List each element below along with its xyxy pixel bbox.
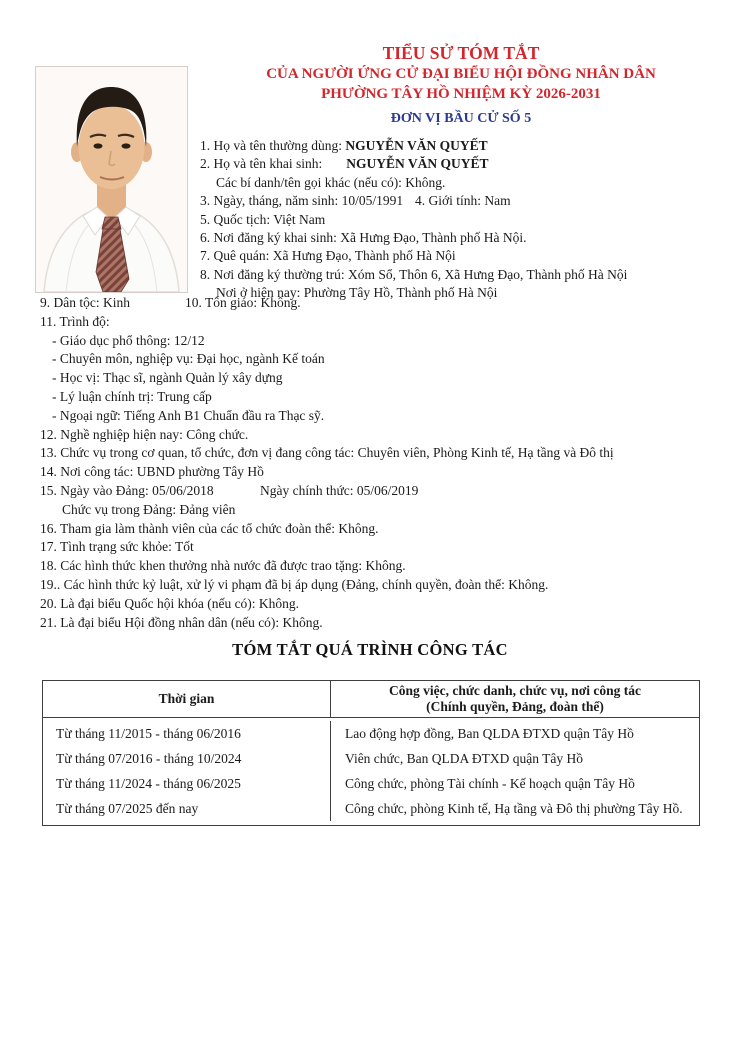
- bio-item-8-current: Nơi ở hiện nay: Phường Tây Hồ, Thành phố Hà Nội: [216, 285, 498, 301]
- bio-item-8: 8. Nơi đăng ký thường trú: Xóm Sổ, Thôn 6, Xã Hưng Đạo, Thành phố Hà Nội: [200, 266, 628, 282]
- cell-time: Từ tháng 07/2025 đến nay: [43, 796, 331, 821]
- bio-item-4: 4. Giới tính: Nam: [415, 193, 511, 209]
- cell-job: Lao động hợp đồng, Ban QLDA ĐTXD quận Tây Hồ: [345, 726, 634, 741]
- bio-item-11-politics: - Lý luận chính trị: Trung cấp: [52, 388, 212, 404]
- table-header-row: [43, 681, 699, 718]
- bio-item-1: 1. Họ và tên thường dùng: NGUYỄN VĂN QUYẾT: [200, 138, 488, 153]
- bio-item-3: 3. Ngày, tháng, năm sinh: 10/05/1991: [200, 193, 404, 209]
- bio-item-18: 18. Các hình thức khen thưởng nhà nước đã được trao tặng: Không.: [40, 558, 406, 574]
- cell-job: Công chức, phòng Kinh tế, Hạ tầng và Đô thị phường Tây Hồ.: [345, 801, 683, 816]
- bio-item-11-degree: - Học vị: Thạc sĩ, ngành Quản lý xây dựng: [52, 370, 283, 386]
- table-row: [43, 771, 699, 796]
- party-official-date: Ngày chính thức: 05/06/2019: [260, 482, 419, 498]
- bio-item-19: 19.. Các hình thức kỷ luật, xử lý vi phạm đã bị áp dụng (Đảng, chính quyền, đoàn thể: Không.: [40, 576, 549, 592]
- page-subtitle-1: CỦA NGƯỜI ỨNG CỬ ĐẠI BIỂU HỘI ĐỒNG NHÂN DÂN: [266, 66, 656, 82]
- bio-item-7: 7. Quê quán: Xã Hưng Đạo, Thành phố Hà Nội: [200, 248, 456, 264]
- bio-item-2-alias: Các bí danh/tên gọi khác (nếu có): Không.: [216, 174, 446, 190]
- birth-name: NGUYỄN VĂN QUYẾT: [346, 156, 489, 172]
- bio-item-12: 12. Nghề nghiệp hiện nay: Công chức.: [40, 426, 249, 442]
- table-body: [43, 718, 699, 825]
- table-row: [43, 746, 699, 771]
- cell-time: Từ tháng 11/2015 - tháng 06/2016: [43, 721, 331, 746]
- bio-item-17: 17. Tình trạng sức khỏe: Tốt: [40, 539, 194, 555]
- bio-item-16: 16. Tham gia làm thành viên của các tổ chức đoàn thể: Không.: [40, 520, 379, 536]
- cell-job: Viên chức, Ban QLDA ĐTXD quận Tây Hồ: [345, 751, 583, 766]
- page-title: TIỂU SỬ TÓM TẮT: [382, 43, 540, 63]
- document-header: [185, 42, 737, 128]
- bio-item-6: 6. Nơi đăng ký khai sinh: Xã Hưng Đạo, Thành phố Hà Nội.: [200, 230, 527, 246]
- page-subtitle-2: PHƯỜNG TÂY HỒ NHIỆM KỲ 2026-2031: [321, 86, 601, 102]
- work-history-table: [42, 680, 700, 826]
- election-unit-label: ĐƠN VỊ BẦU CỬ SỐ 5: [390, 111, 532, 126]
- bio-list-left: [40, 294, 730, 632]
- bio-item-13: 13. Chức vụ trong cơ quan, tổ chức, đơn vị đang công tác: Chuyên viên, Phòng Kinh tế, Hạ tầng và Đô thị: [40, 445, 614, 461]
- cell-job: Công chức, phòng Tài chính - Kế hoạch quận Tây Hồ: [345, 776, 635, 791]
- bio-item-11: 11. Trình độ:: [40, 313, 110, 329]
- portrait-illustration: [36, 67, 187, 292]
- bio-item-11-education: - Giáo dục phổ thông: 12/12: [52, 332, 205, 348]
- bio-item-2: 2. Họ và tên khai sinh: NGUYỄN VĂN QUYẾT: [200, 156, 489, 172]
- cell-time: Từ tháng 07/2016 - tháng 10/2024: [43, 746, 331, 771]
- column-header-job: Công việc, chức danh, chức vụ, nơi công tác (Chính quyền, Đảng, đoàn thể): [388, 683, 642, 714]
- bio-item-20: 20. Là đại biểu Quốc hội khóa (nếu có): Không.: [40, 595, 300, 611]
- bio-item-3-4: [200, 192, 740, 210]
- bio-item-10: 10. Tôn giáo: Không.: [185, 295, 301, 310]
- bio-item-9: 9. Dân tộc: Kinh: [40, 295, 130, 310]
- bio-item-11-profession: - Chuyên môn, nghiệp vụ: Đại học, ngành Kế toán: [52, 351, 325, 367]
- column-header-time: Thời gian: [43, 681, 331, 717]
- table-row: [43, 796, 699, 821]
- common-name: NGUYỄN VĂN QUYẾT: [345, 138, 488, 153]
- bio-item-5: 5. Quốc tịch: Việt Nam: [200, 211, 326, 227]
- bio-item-21: 21. Là đại biểu Hội đồng nhân dân (nếu có): Không.: [40, 614, 323, 630]
- bio-item-15-position: Chức vụ trong Đảng: Đảng viên: [62, 501, 236, 517]
- bio-list-right: [200, 137, 740, 303]
- party-join-date: 15. Ngày vào Đảng: 05/06/2018: [40, 482, 214, 498]
- bio-item-14: 14. Nơi công tác: UBND phường Tây Hồ: [40, 464, 264, 480]
- table-row: [43, 721, 699, 746]
- bio-item-15: [40, 482, 730, 501]
- cell-time: Từ tháng 11/2024 - tháng 06/2025: [43, 771, 331, 796]
- bio-item-9-10: [40, 294, 730, 313]
- candidate-photo: [35, 66, 188, 293]
- bio-item-11-language: - Ngoại ngữ: Tiếng Anh B1 Chuẩn đầu ra Thạc sỹ.: [52, 407, 325, 423]
- work-history-heading: TÓM TẮT QUÁ TRÌNH CÔNG TÁC: [232, 640, 508, 659]
